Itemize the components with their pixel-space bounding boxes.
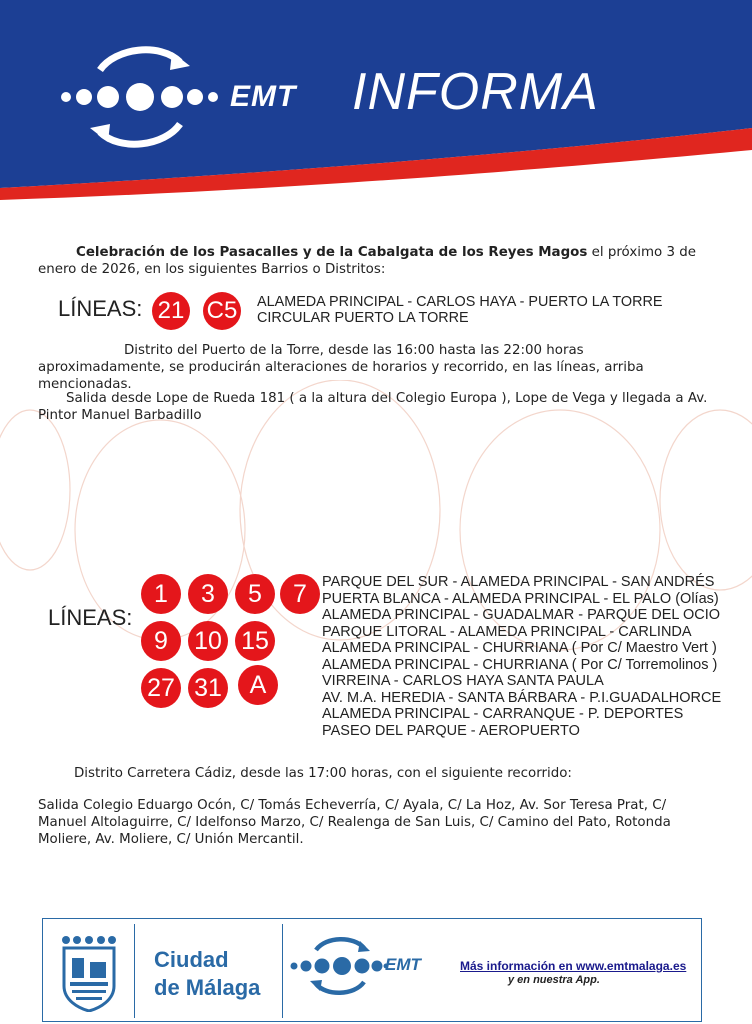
intro-bold: Celebración de los Pasacalles y de la Cabalgata de los Reyes Magos	[76, 245, 588, 260]
route-item: ALAMEDA PRINCIPAL - CHURRIANA ( Por C/ Torremolinos )	[322, 656, 718, 673]
header-banner	[0, 0, 752, 200]
city-name	[154, 946, 260, 1002]
line-badge-10: 10	[188, 621, 228, 661]
line-badge-7: 7	[280, 574, 320, 614]
emt-footer-logo-icon	[288, 934, 388, 998]
route-item: AV. M.A. HEREDIA - SANTA BÁRBARA - P.I.GUADALHORCE	[322, 689, 722, 706]
route-item: ALAMEDA PRINCIPAL - CARLOS HAYA - PUERTO LA TORRE	[257, 294, 663, 310]
route-text-2: Salida Colegio Eduargo Ocón, C/ Tomás Echeverría, C/ Ayala, C/ La Hoz, Av. Sor Teresa Prat, C/ Manuel Altolaguirre, C/ Idelfonso Marzo, C/ Realenga de San Luis, C/ Camino del Pato, Rotonda Moliere, Av. Moliere, C/ Unión Mercantil.	[38, 798, 671, 847]
line-badge-c5: C5	[203, 292, 241, 330]
emt-footer-brand: EMT	[385, 955, 421, 974]
intro-paragraph	[38, 244, 714, 278]
intro-rest: el próximo 3 de enero de 2026, en los siguientes Barrios o Distritos:	[38, 245, 696, 277]
footer-divider	[134, 924, 135, 1018]
city-line-2: de Málaga	[154, 975, 261, 1000]
route-item: ALAMEDA PRINCIPAL - CHURRIANA ( Por C/ Maestro Vert )	[322, 640, 717, 656]
emt-brand-text: EMT	[230, 80, 297, 113]
district-text-1: Distrito del Puerto de la Torre, desde las 16:00 hasta las 22:00 horas aproximadamente, se producirán alteraciones de horarios y recorrido, en las líneas, arriba mencionadas.	[38, 343, 644, 392]
malaga-shield-icon	[60, 934, 118, 1012]
line-badge-1: 1	[141, 574, 181, 614]
line-badge-3: 3	[188, 574, 228, 614]
footer-divider	[282, 924, 283, 1018]
line-badge-31: 31	[188, 668, 228, 708]
route-item: PARQUE DEL SUR - ALAMEDA PRINCIPAL - SAN ANDRÉS	[322, 574, 715, 590]
route-item: PARQUE LITORAL - ALAMEDA PRINCIPAL - CARLINDA	[322, 623, 692, 640]
route-item: PASEO DEL PARQUE - AEROPUERTO	[322, 722, 580, 739]
city-line-1: Ciudad	[154, 947, 229, 972]
district-text-2: Distrito Carretera Cádiz, desde las 17:00 horas, con el siguiente recorrido:	[74, 766, 572, 781]
routes-list-2	[322, 574, 721, 739]
route-item: VIRREINA - CARLOS HAYA SANTA PAULA	[322, 673, 604, 689]
routes-list-1	[257, 295, 662, 326]
route-text-1: Salida desde Lope de Rueda 181 ( a la altura del Colegio Europa ), Lope de Vega y llegada a Av. Pintor Manuel Barbadillo	[38, 391, 708, 423]
route-item: ALAMEDA PRINCIPAL - GUADALMAR - PARQUE DEL OCIO	[322, 607, 721, 623]
route-item: CIRCULAR PUERTO LA TORRE	[257, 309, 469, 326]
line-badge-27: 27	[141, 668, 181, 708]
app-note: y en nuestra App.	[508, 974, 600, 986]
lineas-label-1: LÍNEAS:	[58, 296, 143, 321]
line-badge-15: 15	[235, 621, 275, 661]
line-badge-5: 5	[235, 574, 275, 614]
line-badge-21: 21	[152, 292, 190, 330]
route-item: ALAMEDA PRINCIPAL - CARRANQUE - P. DEPORTES	[322, 706, 684, 722]
page-title: INFORMA	[352, 63, 599, 121]
route-item: PUERTA BLANCA - ALAMEDA PRINCIPAL - EL PALO (Olías)	[322, 590, 719, 607]
line-badge-a: A	[238, 665, 278, 705]
lineas-label-2: LÍNEAS:	[48, 605, 133, 630]
line-badge-9: 9	[141, 621, 181, 661]
more-info-link[interactable]: Más información en www.emtmalaga.es	[460, 959, 687, 973]
